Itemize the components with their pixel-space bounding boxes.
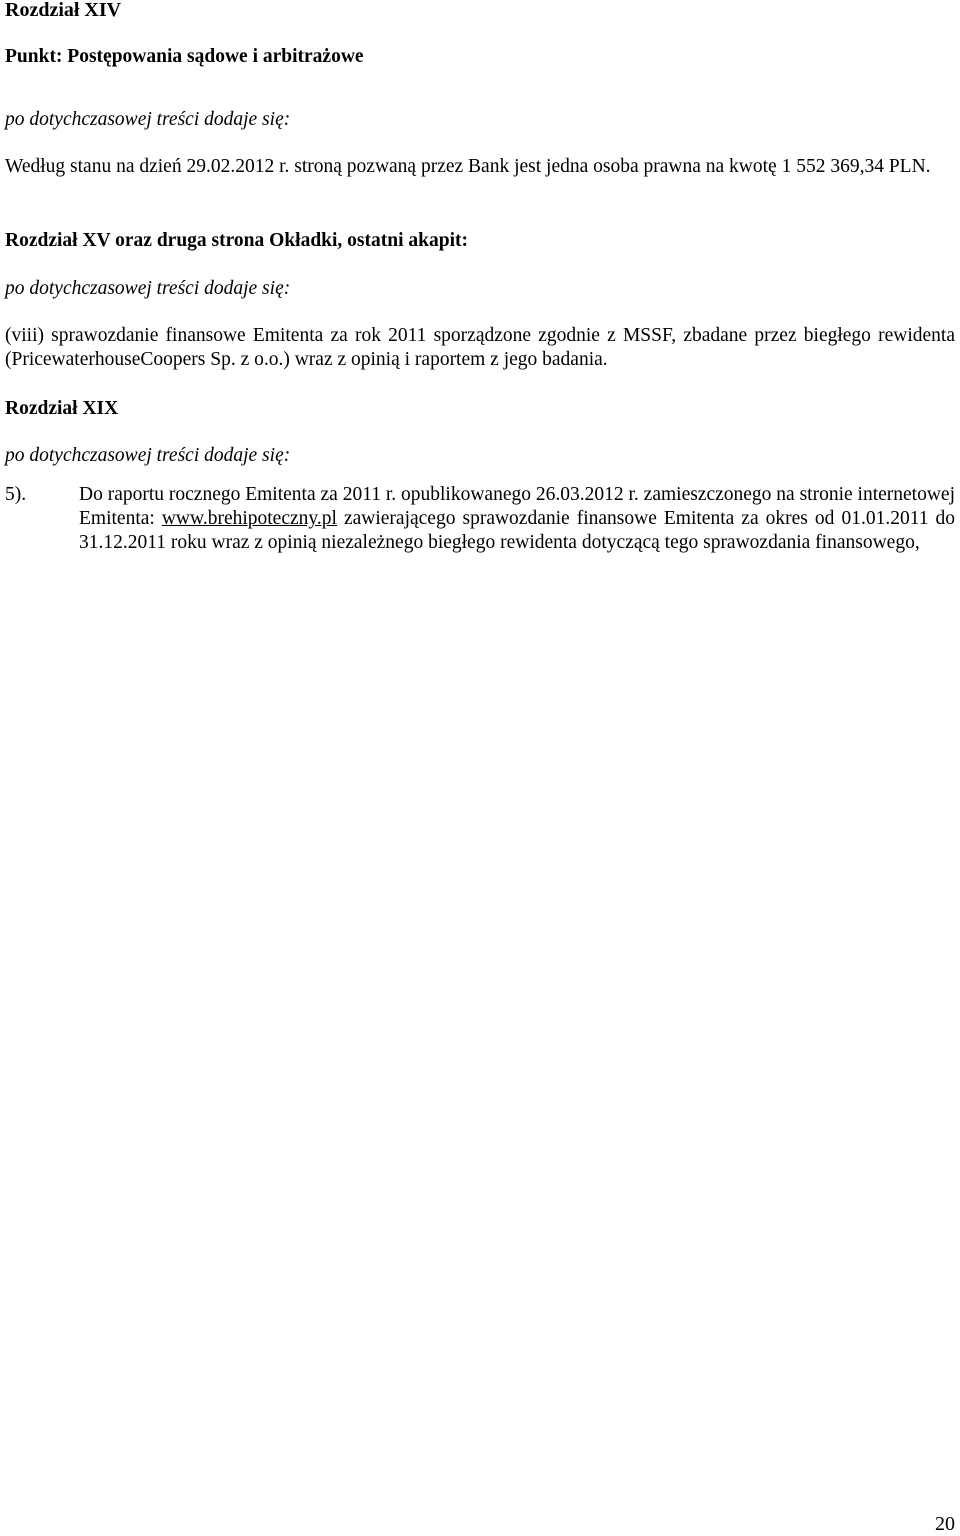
list-item-text: [79, 483, 955, 555]
chapter-19-heading: Rozdział XIX: [5, 398, 119, 419]
list-item-text-start: Do raportu rocznego Emitenta za 2011 r. opublikowanego 26.03.2012 r. zamieszczonego na stronie internetowej Emitenta:: [79, 484, 955, 529]
chapter-15-heading: Rozdział XV oraz druga strona Okładki, ostatni akapit:: [5, 230, 468, 251]
list-item-text-end: zawierającego sprawozdanie finansowe Emitenta za okres od 01.01.2011 do 31.12.2011 roku wraz z opinią niezależnego biegłego rewidenta dotyczącą tego sprawozdania finansowego,: [79, 508, 955, 553]
chapter-14-heading: Rozdział XIV: [5, 0, 122, 21]
emitent-website-link[interactable]: www.brehipoteczny.pl: [161, 508, 337, 529]
chapter-19-intro: po dotychczasowej treści dodaje się:: [5, 445, 291, 466]
chapter-19-list-item: [5, 483, 955, 555]
chapter-14-point: Punkt: Postępowania sądowe i arbitrażowe: [5, 46, 364, 67]
chapter-14-paragraph: Według stanu na dzień 29.02.2012 r. stroną pozwaną przez Bank jest jedna osoba prawna na kwotę 1 552 369,34 PLN.: [5, 156, 931, 177]
chapter-14-intro: po dotychczasowej treści dodaje się:: [5, 109, 291, 130]
chapter-15-paragraph: (viii) sprawozdanie finansowe Emitenta za rok 2011 sporządzone zgodnie z MSSF, zbadane przez biegłego rewidenta (PricewaterhouseCoopers Sp. z o.o.) wraz z opinią i raportem z jego badania.: [5, 325, 955, 370]
page-number: 20: [935, 1513, 955, 1535]
chapter-15-intro: po dotychczasowej treści dodaje się:: [5, 278, 291, 299]
list-item-number: 5).: [5, 484, 27, 505]
